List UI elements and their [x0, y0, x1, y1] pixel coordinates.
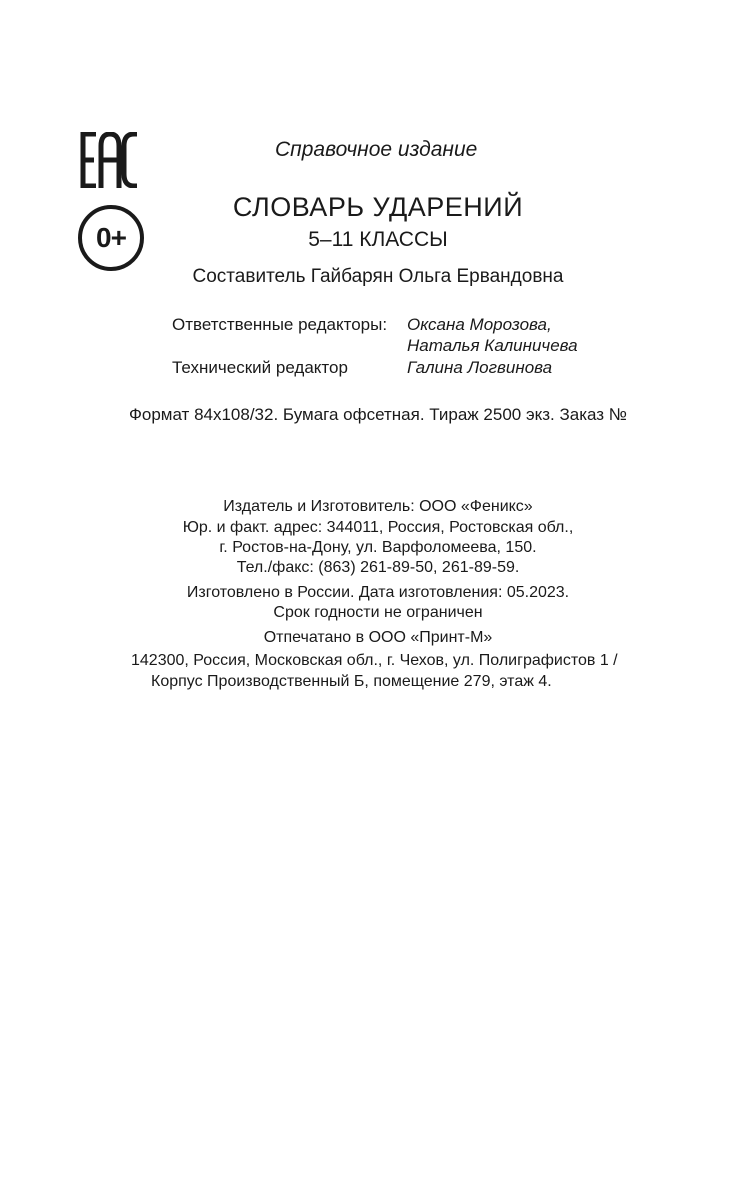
- responsible-editor-1: Оксана Морозова,: [407, 315, 552, 334]
- printer-address-line-1: 142300, Россия, Московская обл., г. Чехов, ул. Полиграфистов 1 /: [131, 652, 618, 669]
- responsible-editors-label: Ответственные редакторы:: [172, 315, 388, 334]
- publisher-line: Издатель и Изготовитель: ООО «Феникс»: [223, 498, 533, 515]
- shelf-life-line: Срок годности не ограничен: [273, 604, 483, 621]
- phone-line: Тел./факс: (863) 261-89-50, 261-89-59.: [236, 559, 520, 576]
- responsible-editor-2: Наталья Калиничева: [407, 336, 578, 355]
- printer-address-line-2: Корпус Производственный Б, помещение 279, этаж 4.: [151, 673, 552, 690]
- format-line: Формат 84x108/32. Бумага офсетная. Тираж 2500 экз. Заказ №: [128, 405, 628, 424]
- publication-kind: Справочное издание: [275, 138, 478, 161]
- compiler-line: Составитель Гайбарян Ольга Ервандовна: [192, 266, 564, 287]
- technical-editor-label: Технический редактор: [172, 358, 348, 377]
- printed-by-line: Отпечатано в ООО «Принт-М»: [263, 629, 493, 646]
- made-in-line: Изготовлено в России. Дата изготовления: 05.2023.: [186, 584, 570, 601]
- book-title: СЛОВАРЬ УДАРЕНИЙ: [232, 192, 524, 222]
- eac-mark-icon: [80, 132, 140, 188]
- technical-editor: Галина Логвинова: [407, 358, 553, 377]
- age-rating-badge: 0+: [78, 205, 144, 271]
- address-line-2: г. Ростов-на-Дону, ул. Варфоломеева, 150.: [219, 539, 537, 556]
- book-subtitle: 5–11 КЛАССЫ: [308, 228, 448, 251]
- address-line-1: Юр. и факт. адрес: 344011, Россия, Ростовская обл.,: [182, 519, 574, 536]
